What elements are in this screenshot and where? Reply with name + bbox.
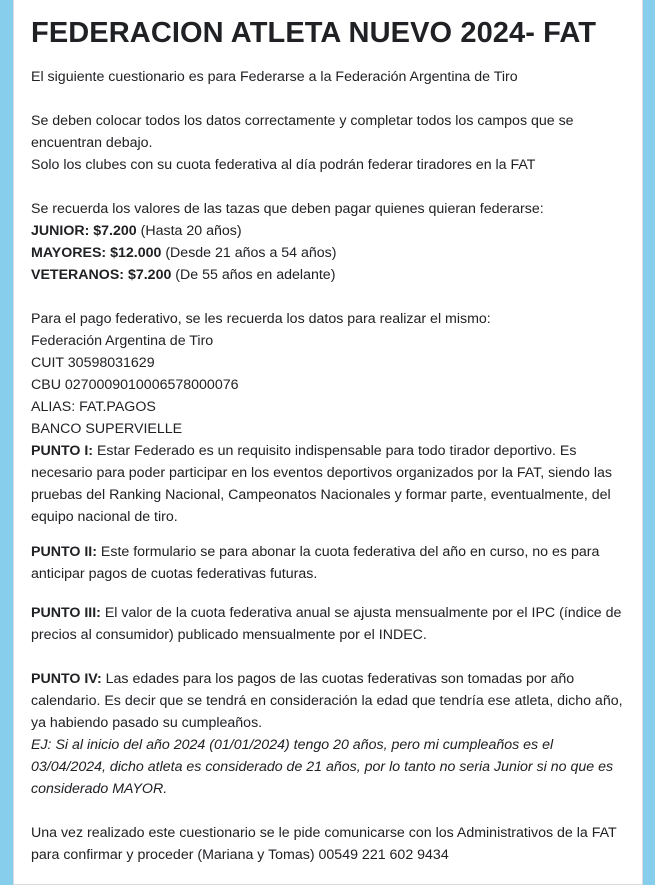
punto-label: PUNTO III: [31, 605, 101, 621]
punto-label: PUNTO IV: [31, 671, 102, 687]
fees-intro: Se recuerda los valores de las tazas que deben pagar quienes quieran federarse: [31, 201, 544, 217]
punto-4-example [31, 734, 626, 800]
payment-intro: Para el pago federativo, se les recuerda los datos para realizar el mismo: [31, 311, 491, 327]
instructions-text: Se deben colocar todos los datos correctamente y completar todos los campos que se encuentran debajo. [31, 113, 574, 151]
example-text: EJ: Si al inicio del año 2024 (01/01/2024) tengo 20 años, pero mi cumpleaños es el 03/04/2024, dicho atleta es considerado de 21 años, por lo tanto no seria Junior si no que es considerado MAYOR. [31, 737, 614, 797]
punto-text: Estar Federado es un requisito indispensable para todo tirador deportivo. Es necesario para poder participar en los eventos deportivos organizados por la FAT, siendo las pruebas del Ranking Nacional, Campeonatos Nacionales y formar parte, eventualmente, del equipo nacional de tiro. [31, 443, 612, 525]
punto-text: Este formulario se para abonar la cuota federativa del año en curso, no es para anticipar pagos de cuotas federativas futuras. [31, 544, 600, 582]
payment-entity: Federación Argentina de Tiro [31, 333, 214, 349]
punto-3 [31, 602, 626, 646]
punto-1 [31, 440, 626, 528]
punto-2 [31, 541, 626, 585]
closing-text: Una vez realizado este cuestionario se le pide comunicarse con los Administrativos de la FAT para confirmar y proceder (Mariana y Tomas) 00549 221 602 9434 [31, 825, 617, 863]
punto-label: PUNTO I: [31, 443, 94, 459]
fee-veteranos [31, 264, 626, 286]
fee-label: VETERANOS: $7.200 [31, 267, 172, 283]
payment-cbu: CBU 0270009010006578000076 [31, 377, 239, 393]
fee-note: (Desde 21 años a 54 años) [161, 245, 337, 261]
punto-label: PUNTO II: [31, 544, 97, 560]
fee-label: MAYORES: $12.000 [31, 245, 162, 261]
payment-bank: BANCO SUPERVIELLE [31, 421, 183, 437]
clubs-note: Solo los clubes con su cuota federativa al día podrán federar tiradores en la FAT [31, 157, 536, 173]
form-title: FEDERACION ATLETA NUEVO 2024- FAT [31, 17, 597, 49]
intro-text: El siguiente cuestionario es para Federarse a la Federación Argentina de Tiro [31, 69, 518, 85]
form-description [31, 66, 626, 866]
fee-junior [31, 220, 626, 242]
form-header-card [13, 0, 643, 885]
fee-label: JUNIOR: $7.200 [31, 223, 137, 239]
punto-text: El valor de la cuota federativa anual se ajusta mensualmente por el IPC (índice de precios al consumidor) publicado mensualmente por el INDEC. [31, 605, 622, 643]
fee-note: (De 55 años en adelante) [171, 267, 336, 283]
punto-text: Las edades para los pagos de las cuotas federativas son tomadas por año calendario. Es decir que se tendrá en consideración la edad que tendría ese atleta, dicho año, ya habiendo pasado su cumpleaños. [31, 671, 623, 731]
punto-4 [31, 668, 626, 734]
payment-alias: ALIAS: FAT.PAGOS [31, 399, 156, 415]
fee-mayores [31, 242, 626, 264]
payment-cuit: CUIT 30598031629 [31, 355, 155, 371]
fee-note: (Hasta 20 años) [136, 223, 242, 239]
